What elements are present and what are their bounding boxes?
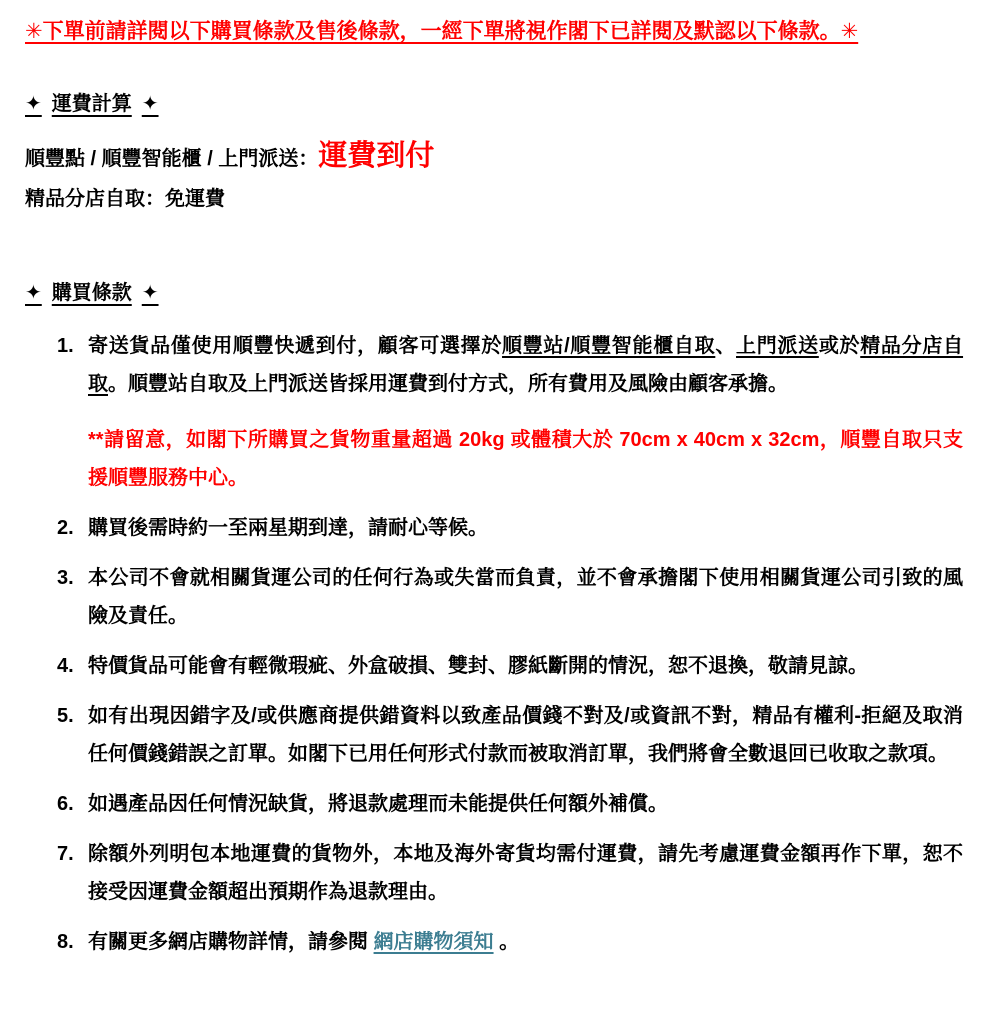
shipping-heading-label: 運費計算	[51, 93, 132, 115]
item-text-segment: 。順豐站自取及上門派送皆採用運費到付方式，所有費用及風險由顧客承擔。	[108, 373, 788, 395]
item-text-segment: 、	[715, 335, 737, 357]
diamond-icon: ✦	[25, 93, 42, 115]
item-number: 2.	[57, 517, 74, 539]
shipping-section-heading	[25, 91, 159, 117]
item-text: 如有出現因錯字及/或供應商提供錯資料以致產品價錢不對及/或資訊不對，精品有權利-拒絕及取消任何價錢錯誤之訂單。如閣下已用任何形式付款而被取消訂單，我們將會全數退回已收取之款項。	[88, 705, 963, 765]
item-text	[88, 923, 963, 961]
underlined-phrase-pickup-options: 順豐站/順豐智能櫃自取	[502, 335, 716, 357]
term-item-1	[25, 327, 965, 497]
term-item-4	[25, 647, 965, 685]
diamond-icon: ✦	[141, 282, 159, 304]
shop-guide-link[interactable]: 網店購物須知	[373, 931, 494, 953]
terms-section-heading	[25, 280, 159, 306]
shipping-methods-label: 順豐點 / 順豐智能櫃 / 上門派送：	[25, 148, 319, 170]
underlined-phrase-home-delivery: 上門派送	[736, 335, 819, 357]
term-item-7	[25, 835, 965, 911]
item-text: 購買後需時約一至兩星期到達，請耐心等候。	[88, 517, 488, 539]
item-text-segment: 寄送貨品僅使用順豐快遞到付，顧客可選擇於	[88, 335, 503, 357]
diamond-icon: ✦	[25, 282, 42, 304]
item-text	[88, 327, 963, 403]
item-number: 5.	[57, 705, 74, 727]
shipping-methods-line	[25, 137, 965, 178]
item-text: 如遇產品因任何情況缺貨，將退款處理而未能提供任何額外補償。	[88, 793, 668, 815]
term-item-2	[25, 509, 965, 547]
term-item-6	[25, 785, 965, 823]
item-text-segment: 或於	[818, 335, 861, 357]
term-item-3	[25, 559, 965, 635]
item-number: 7.	[57, 843, 74, 865]
item-number: 8.	[57, 931, 74, 953]
item-text-segment: 有關更多網店購物詳情，請參閱	[88, 931, 374, 953]
terms-heading-label: 購買條款	[51, 282, 132, 304]
term-item-5	[25, 697, 965, 773]
item-number: 1.	[57, 335, 74, 357]
item-number: 3.	[57, 567, 74, 589]
diamond-icon: ✦	[141, 93, 159, 115]
item-text-segment: 。	[493, 931, 520, 953]
cod-value: 運費到付	[318, 140, 435, 172]
terms-list	[25, 327, 965, 961]
weight-limit-note: **請留意，如閣下所購買之貨物重量超過 20kg 或體積大於 70cm x 40cm x 32cm，順豐自取只支援順豐服務中心。	[88, 429, 963, 489]
pickup-line: 精品分店自取：免運費	[25, 188, 225, 210]
underlined-phrase-store-pickup: 精品分店自取	[88, 335, 964, 395]
term-item-8	[25, 923, 965, 961]
item-number: 6.	[57, 793, 74, 815]
item-text: 除額外列明包本地運費的貨物外，本地及海外寄貨均需付運費，請先考慮運費金額再作下單，恕不接受因運費金額超出預期作為退款理由。	[88, 843, 963, 903]
item-text: 本公司不會就相關貨運公司的任何行為或失當而負責，並不會承擔閣下使用相關貨運公司引致的風險及責任。	[88, 567, 963, 627]
item-text: 特價貨品可能會有輕微瑕疵、外盒破損、雙封、膠紙斷開的情況，恕不退換，敬請見諒。	[88, 655, 868, 677]
pre-order-notice: ✳下單前請詳閱以下購買條款及售後條款，一經下單將視作閣下已詳閱及默認以下條款。✳	[25, 20, 859, 43]
item-number: 4.	[57, 655, 74, 677]
